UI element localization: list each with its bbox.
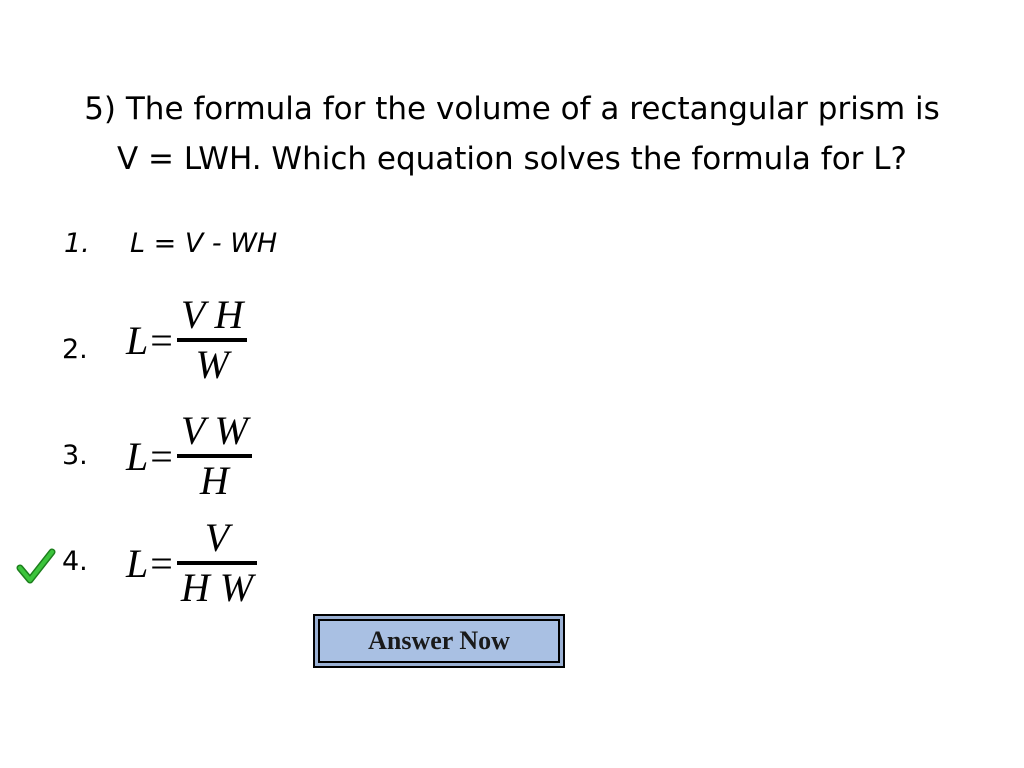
option-1-text: L = V - WH xyxy=(130,228,278,259)
option-1-number: 1. xyxy=(64,228,90,259)
option-4-equals: = xyxy=(150,540,173,586)
option-3-equation xyxy=(126,408,252,504)
option-4-numerator: V xyxy=(204,515,230,560)
option-3-denominator: H xyxy=(199,458,229,503)
option-2-number: 2. xyxy=(62,334,88,365)
option-3-numerator: V W xyxy=(180,408,248,453)
option-2-numerator: V H xyxy=(180,292,244,337)
option-2-equals: = xyxy=(150,317,173,363)
checkmark-icon xyxy=(16,546,56,586)
option-3-lhs: L xyxy=(126,433,149,479)
answer-now-button[interactable] xyxy=(313,614,565,668)
option-4-equation xyxy=(126,515,257,611)
option-4-denominator: H W xyxy=(180,565,254,610)
option-3-fraction xyxy=(177,408,252,504)
option-4-number: 4. xyxy=(62,546,88,577)
question-line-2: V = LWH. Which equation solves the formula for L? xyxy=(116,141,907,177)
option-2-denominator: W xyxy=(195,342,229,387)
option-4-fraction xyxy=(177,515,257,611)
option-3-number: 3. xyxy=(62,440,88,471)
option-3-equals: = xyxy=(150,433,173,479)
option-2-equation xyxy=(126,292,247,388)
option-2-fraction xyxy=(177,292,248,388)
option-2-lhs: L xyxy=(126,317,149,363)
answer-now-label: Answer Now xyxy=(318,619,560,663)
question-text xyxy=(0,84,1024,184)
question-line-1: 5) The formula for the volume of a rectangular prism is xyxy=(84,91,940,127)
option-4-lhs: L xyxy=(126,540,149,586)
